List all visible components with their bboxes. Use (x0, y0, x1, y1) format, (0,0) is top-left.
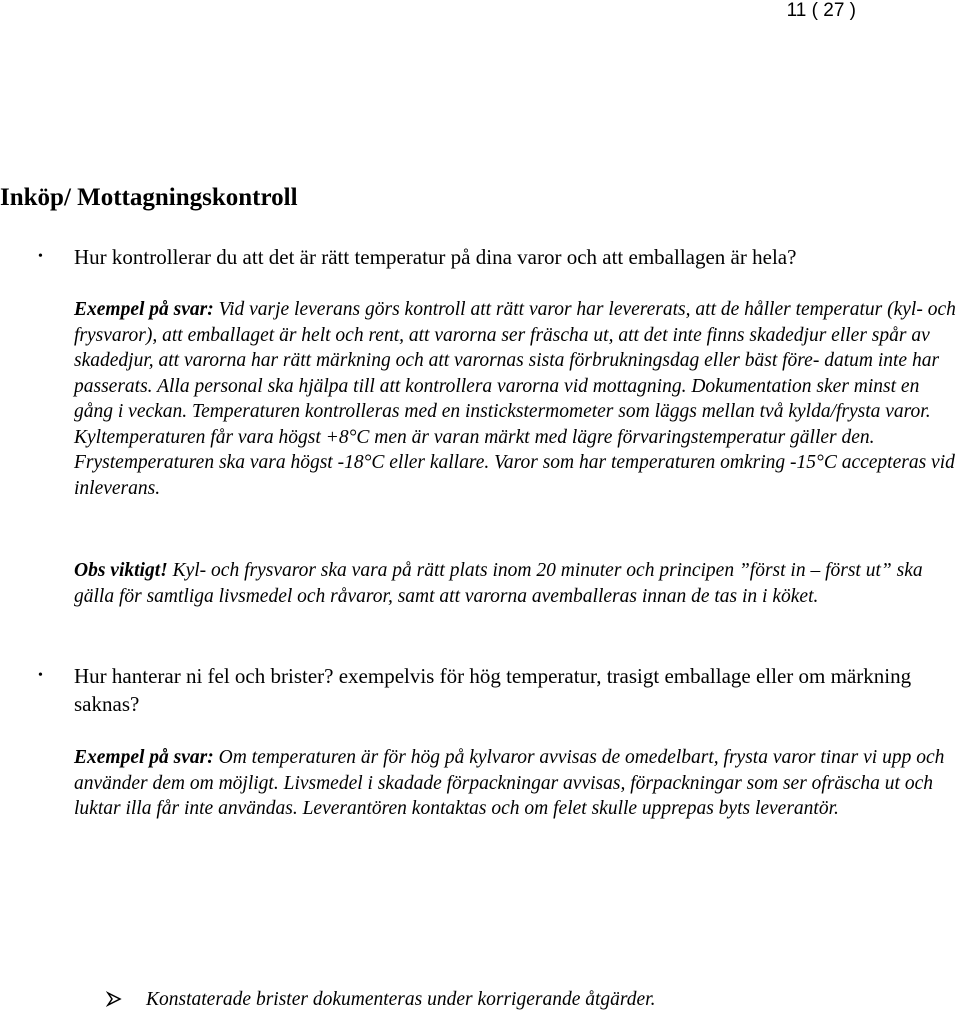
question-text: Hur kontrollerar du att det är rätt temperatur på dina varor och att emballagen är hela? (74, 245, 797, 269)
important-note (74, 558, 960, 609)
answer-label: Exempel på svar: (74, 747, 214, 768)
answer-text: Vid varje leverans görs kontroll att rätt varor har levererats, att de håller temperatur (kyl- och frysvaror), att emballaget är helt och rent, att varorna ser fräscha ut, att det inte finns skadedjur eller spår av skadedjur, att varorna har rätt märkning och att varornas sista förbrukningsdag eller bäst före- datum inte har passerats. (74, 299, 956, 397)
question-item (38, 243, 958, 271)
arrow-bullet-icon (106, 988, 146, 1013)
page-number: 11 ( 27 ) (786, 0, 856, 21)
answer-paragraph (74, 297, 960, 501)
bullet-icon: • (38, 249, 43, 264)
bullet-icon: • (38, 668, 43, 683)
answer-text: Om temperaturen är för hög på kylvaror avvisas de omedelbart, frysta varor tinar vi upp och använder dem om möjligt. Livsmedel i skadade förpackningar avvisas, förpackningar som ser ofräscha ut och luktar illa får inte användas. Leverantören kontaktas och om felet skulle upprepas byts leverantör. (74, 747, 945, 819)
answer-text-continued: Alla personal ska hjälpa till att kontrollera varorna vid mottagning. Dokumentation sker minst en gång i veckan. Temperaturen kontrolleras med en instickstermometer som läggs mellan två kylda/frysta varor. Kyltemperaturen får vara högst +8°C men är varan märkt med lägre förvaringstemperatur gäller den. Frystemperaturen ska vara högst -18°C eller kallare. Varor som har temperaturen omkring -15°C accepteras vid inleverans. (74, 375, 955, 499)
answer-label: Exempel på svar: (74, 299, 214, 320)
footer-note-text: Konstaterade brister dokumenteras under korrigerande åtgärder. (146, 989, 656, 1010)
important-text: Kyl- och frysvaror ska vara på rätt plats inom 20 minuter och principen ”först in – först ut” ska gälla för samtliga livsmedel och råvaror, samt att varorna avemballeras innan de tas in i köket. (74, 560, 923, 607)
question-item (38, 662, 958, 718)
important-label: Obs viktigt! (74, 560, 168, 581)
answer-paragraph (74, 745, 960, 822)
section-title: Inköp/ Mottagningskontroll (0, 184, 298, 211)
question-text: Hur hanterar ni fel och brister? exempelvis för hög temperatur, trasigt emballage eller om märkning saknas? (74, 664, 912, 716)
footer-note (106, 987, 656, 1013)
